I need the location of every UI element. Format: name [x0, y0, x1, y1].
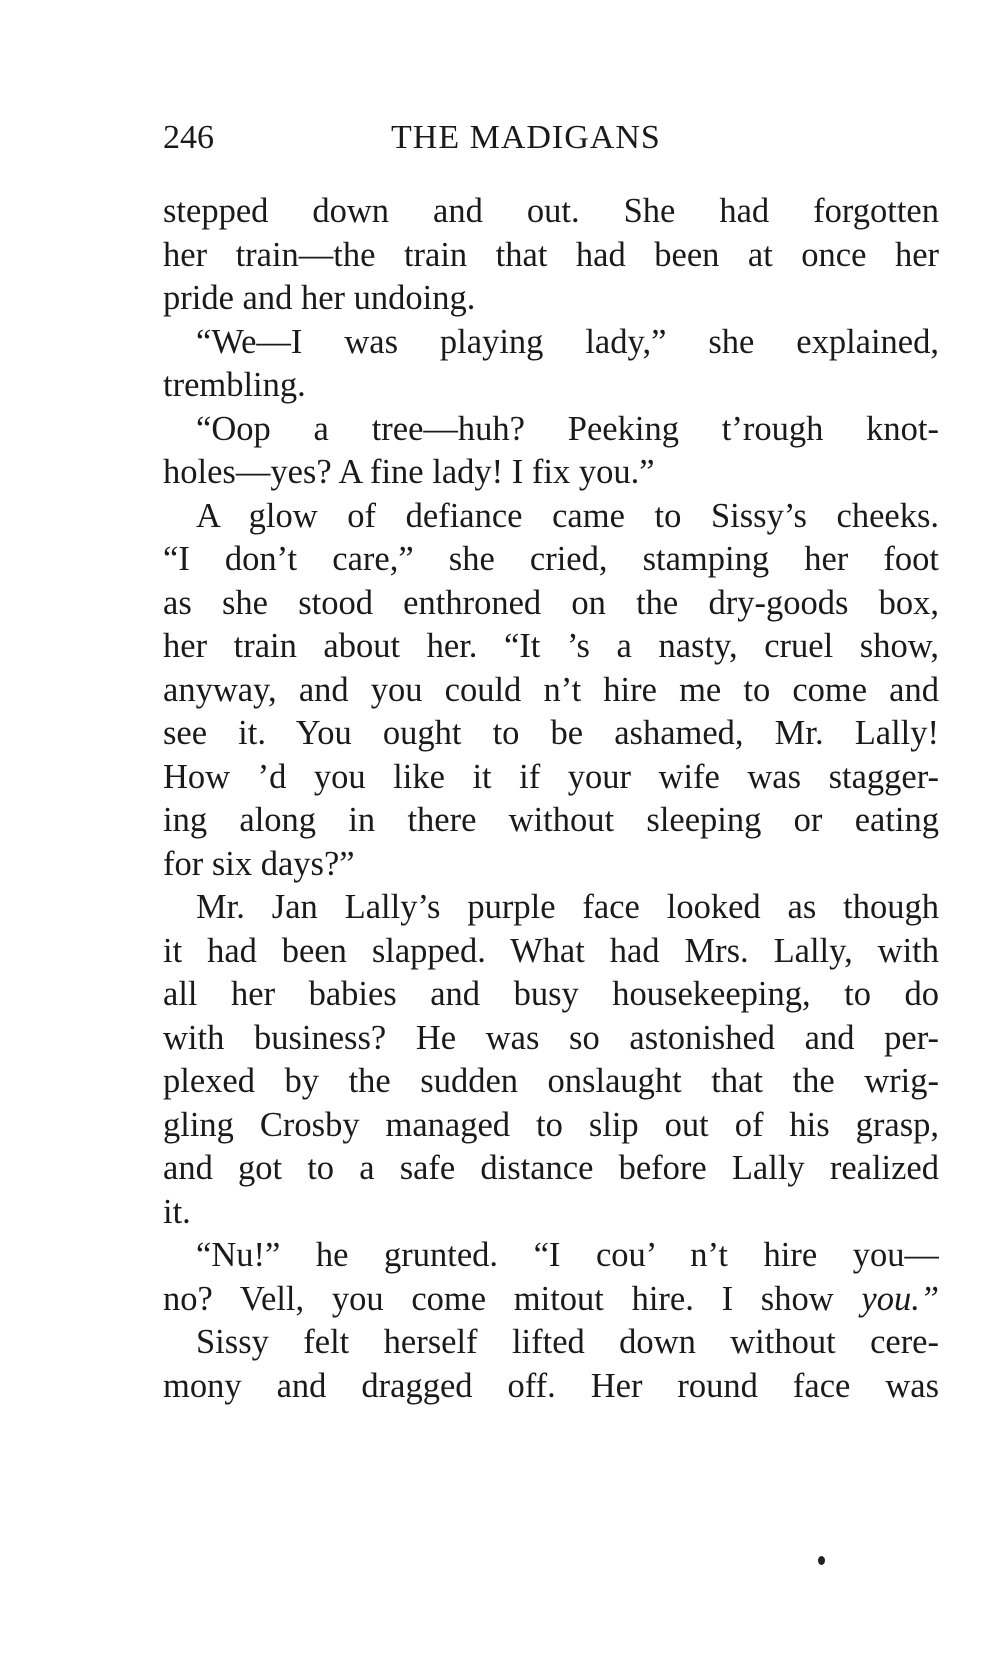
text-line [163, 1234, 939, 1278]
line-text: pride and her undoing. [163, 279, 476, 317]
line-text: A glow of defiance came to Sissy’s cheeks. [196, 496, 939, 535]
text-line [163, 930, 939, 974]
running-title: THE MADIGANS [391, 119, 661, 156]
line-text: anyway, and you could n’t hire me to come and [163, 670, 939, 709]
text-line [163, 190, 939, 234]
text-line [163, 495, 939, 539]
line-text: and got to a safe distance before Lally realized [163, 1149, 939, 1187]
line-text: all her babies and busy housekeeping, to do [163, 975, 939, 1013]
line-text: Sissy felt herself lifted down without cere- [196, 1323, 939, 1361]
line-text: Mr. Jan Lally’s purple face looked as though [196, 888, 939, 926]
text-line [163, 538, 939, 582]
text-line [163, 712, 939, 756]
text-line [163, 234, 939, 278]
text-line [163, 408, 939, 452]
running-head [163, 118, 708, 158]
text-line [163, 1365, 939, 1409]
text-line [163, 799, 939, 843]
emphasized-word: you.” [861, 1279, 939, 1318]
line-text: for six days?” [163, 844, 355, 883]
page-number: 246 [163, 119, 214, 156]
text-line [163, 1147, 939, 1191]
text-line [163, 1321, 939, 1365]
body-text [163, 190, 939, 1408]
line-text: plexed by the sudden onslaught that the wrig- [163, 1062, 939, 1100]
line-text: no? Vell, you come mitout hire. I show [163, 1279, 862, 1318]
line-text: “Nu!” he grunted. “I cou’ n’t hire you— [196, 1236, 939, 1274]
line-text: How ’d you like it if your wife was stagger- [163, 757, 939, 796]
line-text: with business? He was so astonished and per- [163, 1018, 939, 1057]
text-line [163, 756, 939, 800]
text-line [163, 277, 939, 321]
line-text: her train—the train that had been at once her [163, 235, 939, 274]
text-line [163, 1060, 939, 1104]
text-line [163, 1017, 939, 1061]
line-text: it had been slapped. What had Mrs. Lally, with [163, 931, 939, 970]
text-line [163, 625, 939, 669]
text-line [163, 451, 939, 495]
line-text: stepped down and out. She had forgotten [163, 192, 939, 230]
line-text: “Oop a tree—huh? Peeking t’rough knot- [196, 409, 939, 448]
text-line [163, 364, 939, 408]
text-line [163, 1191, 939, 1235]
text-line [163, 582, 939, 626]
line-text: gling Crosby managed to slip out of his grasp, [163, 1105, 939, 1144]
text-line [163, 886, 939, 930]
text-line [163, 321, 939, 365]
line-text: ing along in there without sleeping or eating [163, 801, 939, 839]
line-text: trembling. [163, 366, 306, 404]
line-text: holes—yes? A fine lady! I fix you.” [163, 453, 655, 491]
line-text: her train about her. “It ’s a nasty, cruel show, [163, 627, 939, 665]
text-line [163, 669, 939, 713]
line-text: it. [163, 1192, 191, 1231]
text-line [163, 1278, 939, 1322]
ink-speck [818, 1556, 825, 1565]
text-line [163, 1104, 939, 1148]
line-text: as she stood enthroned on the dry-goods box, [163, 583, 939, 622]
line-text: see it. You ought to be ashamed, Mr. Lally! [163, 714, 939, 752]
line-text: mony and dragged off. Her round face was [163, 1366, 939, 1405]
text-line [163, 843, 939, 887]
text-line [163, 973, 939, 1017]
line-text: “We—I was playing lady,” she explained, [196, 322, 939, 361]
line-text: “I don’t care,” she cried, stamping her foot [163, 540, 939, 578]
